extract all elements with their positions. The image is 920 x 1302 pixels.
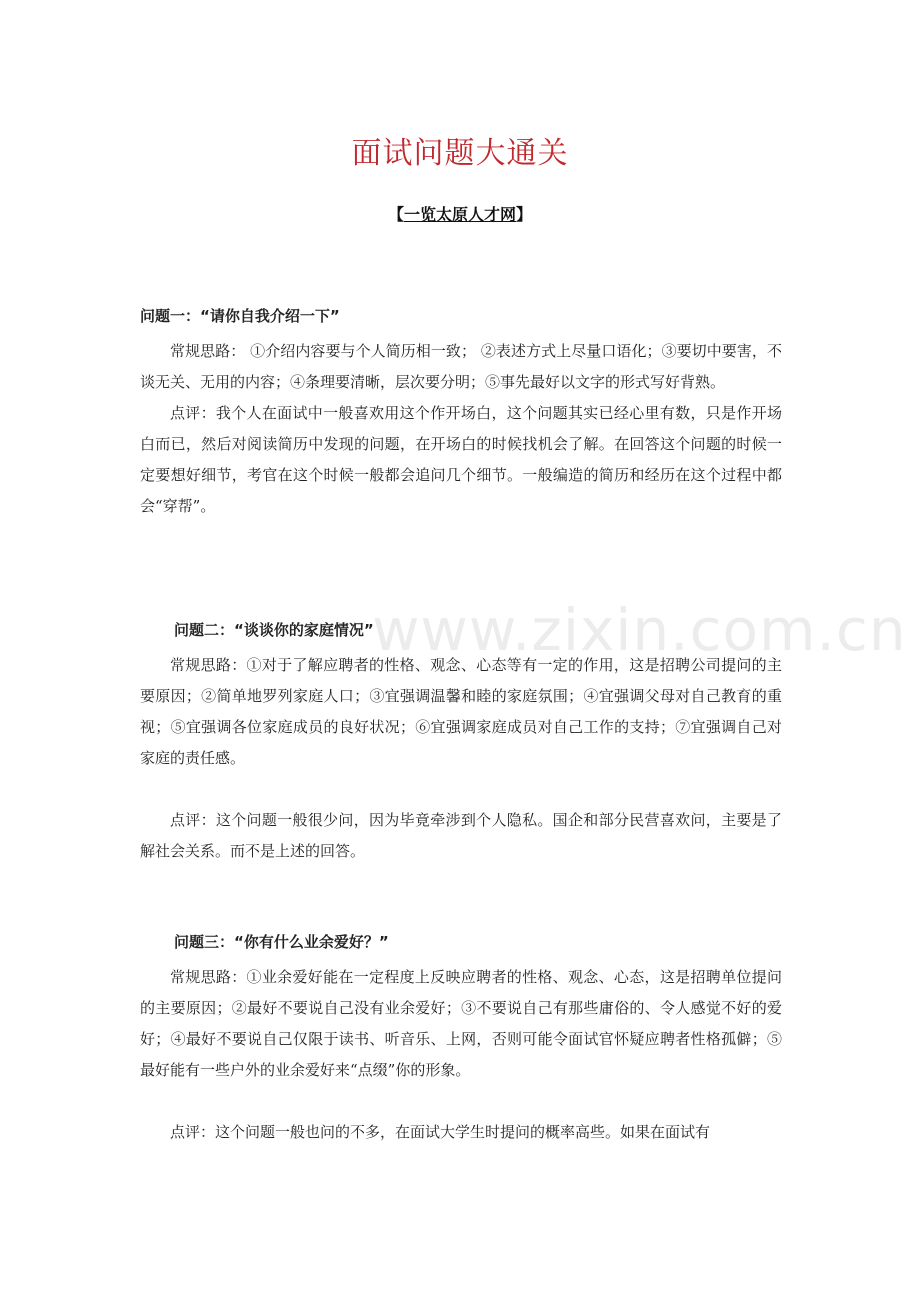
site-link[interactable]: 一览太原人才网 — [403, 205, 516, 224]
section-1 — [140, 304, 782, 522]
subtitle-bracket-close: 】 — [516, 205, 533, 224]
watermark: www.zixin.com.cn — [372, 596, 907, 664]
subtitle-bracket-open: 【 — [387, 205, 404, 224]
document-title: 面试问题大通关 — [351, 136, 569, 171]
question-1-comment: 点评：我个人在面试中一般喜欢用这个作开场白，这个问题其实已经心里有数，只是作开场白而已，然后对阅读简历中发现的问题，在开场白的时候找机会了解。在回答这个问题的时候一定要想好细节，考官在这个时候一般都会追问几个细节。一般编造的简历和经历在这个过程中都会“穿帮”。 — [140, 404, 782, 515]
section-3 — [140, 930, 782, 1148]
question-3-approach: 常规思路：①业余爱好能在一定程度上反映应聘者的性格、观念、心态，这是招聘单位提问的主要原因；②最好不要说自己没有业余爱好；③不要说自己有那些庸俗的、令人感觉不好的爱好；④最好不要说自己仅限于读书、听音乐、上网，否则可能令面试官怀疑应聘者性格孤僻；⑤最好能有一些户外的业余爱好来“点缀”你的形象。 — [140, 968, 782, 1079]
section-2 — [140, 618, 782, 867]
question-3-heading: 问题三：“你有什么业余爱好？” — [174, 933, 389, 951]
question-1-heading: 问题一：“请你自我介绍一下” — [140, 307, 340, 325]
question-2-comment: 点评：这个问题一般很少问，因为毕竟牵涉到个人隐私。国企和部分民营喜欢问，主要是了解社会关系。而不是上述的回答。 — [140, 811, 782, 860]
question-3-comment: 点评：这个问题一般也问的不多，在面试大学生时提问的概率高些。如果在面试有 — [170, 1123, 711, 1141]
question-2-heading: 问题二：“谈谈你的家庭情况” — [174, 621, 374, 639]
question-2-approach: 常规思路：①对于了解应聘者的性格、观念、心态等有一定的作用，这是招聘公司提问的主要原因；②简单地罗列家庭人口；③宜强调温馨和睦的家庭氛围；④宜强调父母对自己教育的重视；⑤宜强调各位家庭成员的良好状况；⑥宜强调家庭成员对自己工作的支持；⑦宜强调自己对家庭的责任感。 — [140, 656, 782, 767]
question-1-approach: 常规思路： ①介绍内容要与个人简历相一致； ②表述方式上尽量口语化；③要切中要害，不谈无关、无用的内容；④条理要清晰，层次要分明；⑤事先最好以文字的形式写好背熟。 — [140, 342, 782, 391]
document-subtitle — [0, 202, 920, 225]
